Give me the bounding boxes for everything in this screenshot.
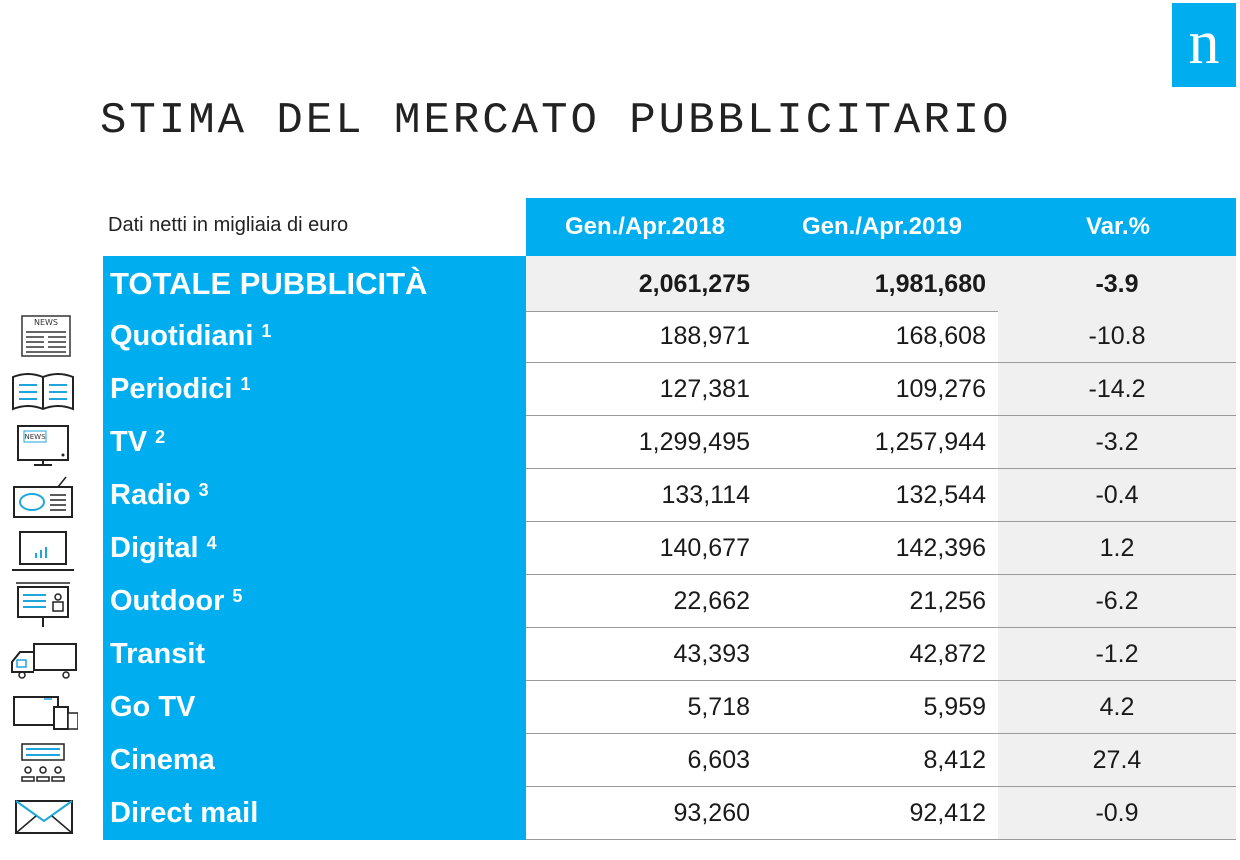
- table-row-direct-mail: [0, 787, 1240, 840]
- table-row-radio: [0, 469, 1240, 522]
- value-2019: 142,396: [895, 534, 986, 562]
- header-2018: Gen./Apr.2018: [564, 213, 726, 240]
- value-variation: -3.2: [998, 416, 1236, 469]
- cinema-icon: [8, 736, 78, 786]
- footnote-ref: 1: [240, 373, 251, 394]
- table-row-quotidiani: [0, 310, 1240, 363]
- value-variation: -10.8: [998, 310, 1236, 363]
- value-2018: 5,718: [687, 693, 750, 721]
- logo-letter: n: [1188, 9, 1220, 77]
- value-2018: 6,603: [687, 746, 750, 774]
- row-divider: [526, 839, 1236, 840]
- row-label: Go TV: [103, 681, 526, 734]
- row-label: Outdoor $^5$: [103, 575, 526, 628]
- row-label: TV $^2$: [103, 416, 526, 469]
- header-2019: Gen./Apr.2019: [801, 213, 963, 240]
- value-2019: 109,276: [895, 375, 986, 403]
- newspaper-icon-text: NEWS: [33, 318, 59, 327]
- table-row-cinema: [0, 734, 1240, 787]
- footnote-ref: 4: [206, 532, 217, 553]
- value-2019: 5,959: [923, 693, 986, 721]
- table-header: [526, 198, 1236, 256]
- envelope-icon: [8, 789, 78, 839]
- brand-logo: [1172, 3, 1236, 87]
- footnote-ref: 5: [232, 585, 243, 606]
- tv-icon-text: NEWS: [24, 433, 46, 441]
- table-row-periodici: [0, 363, 1240, 416]
- footnote-ref: 1: [261, 320, 272, 341]
- value-2018: 43,393: [673, 640, 750, 668]
- row-label: Direct mail: [103, 787, 526, 840]
- tv-icon: [8, 418, 78, 468]
- value-variation: 27.4: [998, 734, 1236, 787]
- total-2019: 1,981,680: [762, 256, 998, 312]
- value-variation: -1.2: [998, 628, 1236, 681]
- value-2019: 8,412: [923, 746, 986, 774]
- value-2019: 21,256: [909, 587, 986, 615]
- value-2018: 1,299,495: [638, 428, 750, 456]
- row-label: Periodici $^1$: [103, 363, 526, 416]
- total-label: TOTALE PUBBLICITÀ: [103, 256, 526, 312]
- value-variation: -0.9: [998, 787, 1236, 840]
- total-row: [0, 256, 1240, 312]
- value-variation: 4.2: [998, 681, 1236, 734]
- magazine-icon: [8, 365, 78, 415]
- page-title: STIMA DEL MERCATO PUBBLICITARIO: [100, 96, 1012, 146]
- value-2018: 22,662: [673, 587, 750, 615]
- value-2019: 132,544: [895, 481, 986, 509]
- radio-icon: [8, 471, 78, 521]
- total-variation: -3.9: [998, 256, 1236, 312]
- units-note: Dati netti in migliaia di euro: [108, 214, 349, 236]
- table-row-outdoor: [0, 575, 1240, 628]
- value-2018: 140,677: [659, 534, 750, 562]
- value-variation: 1.2: [998, 522, 1236, 575]
- footnote-ref: 3: [198, 479, 209, 500]
- value-variation: -6.2: [998, 575, 1236, 628]
- footnote-ref: 2: [155, 426, 166, 447]
- row-label: Radio $^3$: [103, 469, 526, 522]
- row-label: Quotidiani $^1$: [103, 310, 526, 363]
- value-2019: 168,608: [895, 322, 986, 350]
- total-2018: 2,061,275: [526, 256, 762, 312]
- value-2018: 127,381: [659, 375, 750, 403]
- value-2019: 1,257,944: [874, 428, 986, 456]
- row-label: Digital $^4$: [103, 522, 526, 575]
- row-label: Cinema: [103, 734, 526, 787]
- value-variation: -14.2: [998, 363, 1236, 416]
- billboard-icon: [8, 577, 78, 627]
- value-2019: 92,412: [909, 799, 986, 827]
- header-variation: Var.%: [1085, 213, 1151, 240]
- laptop-icon: [8, 524, 78, 574]
- value-2018: 133,114: [661, 481, 750, 509]
- table-row-digital: [0, 522, 1240, 575]
- table-row-go-tv: [0, 681, 1240, 734]
- value-2018: 93,260: [673, 799, 750, 827]
- table-row-transit: [0, 628, 1240, 681]
- value-2019: 42,872: [909, 640, 986, 668]
- newspaper-icon: [8, 312, 78, 362]
- value-variation: -0.4: [998, 469, 1236, 522]
- value-2018: 188,971: [659, 322, 750, 350]
- truck-icon: [8, 630, 78, 680]
- devices-icon: [8, 683, 78, 733]
- row-label: Transit: [103, 628, 526, 681]
- table-row-tv: [0, 416, 1240, 469]
